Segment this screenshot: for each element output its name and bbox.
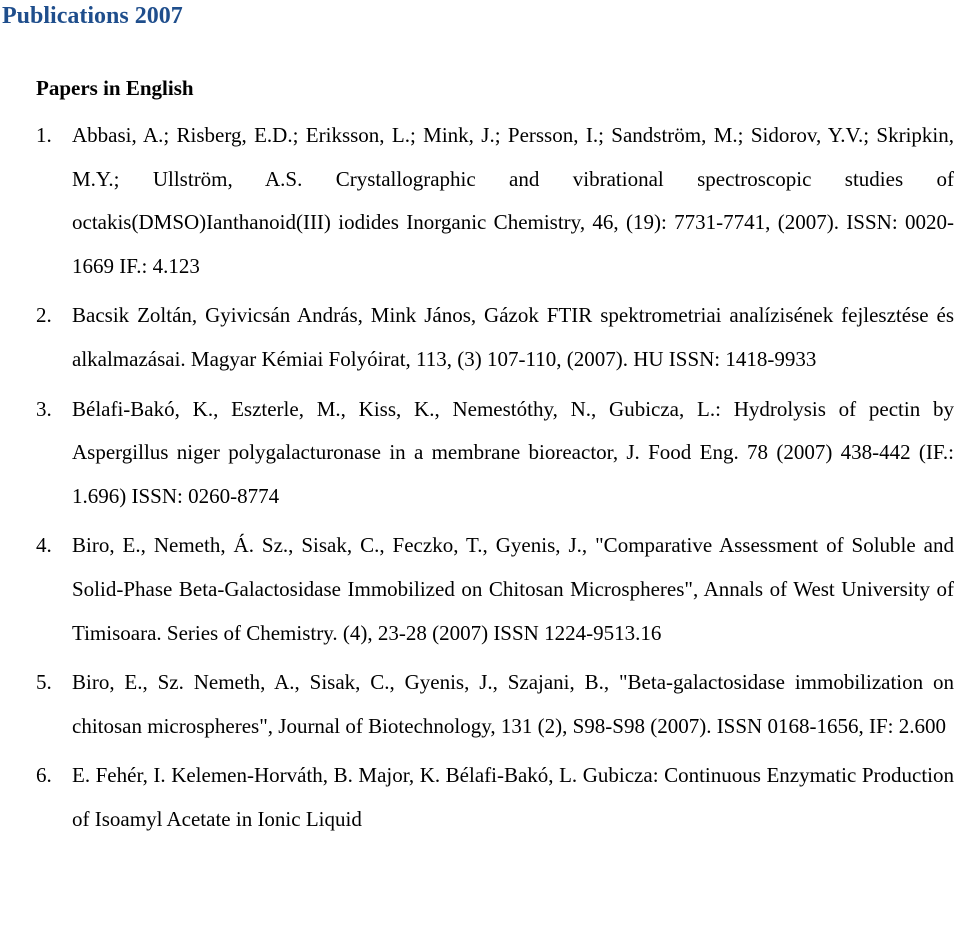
- publication-citation: Biro, E., Nemeth, Á. Sz., Sisak, C., Feczko, T., Gyenis, J., "Comparative Assessment of Soluble and Solid-Phase Beta-Galactosidase Immobilized on Chitosan Microspheres", Annals of West University of Timisoara. Series of Chemistry. (4), 23-28 (2007) ISSN 1224-9513.16: [72, 533, 954, 645]
- publication-number: 3.: [36, 396, 52, 421]
- publication-number: 1.: [36, 123, 52, 147]
- publication-citation: Bélafi-Bakó, K., Eszterle, M., Kiss, K., Nemestóthy, N., Gubicza, L.: Hydrolysis of pectin by Aspergillus niger polygalacturonase in a membrane bioreactor, J. Food Eng. 78 (2007) 438-442 (IF.: 1.696) ISSN: 0260-8774: [72, 396, 954, 508]
- publication-item: [36, 754, 954, 841]
- publication-list: [36, 114, 954, 848]
- publication-item: [36, 294, 954, 381]
- publication-citation: Bacsik Zoltán, Gyivicsán András, Mink János, Gázok FTIR spektrometriai analízisének fejlesztése és alkalmazásai. Magyar Kémiai Folyóirat, 113, (3) 107-110, (2007). HU ISSN: 1418-9933: [72, 303, 954, 371]
- publication-citation: Abbasi, A.; Risberg, E.D.; Eriksson, L.; Mink, J.; Persson, I.; Sandström, M.; Sidorov, Y.V.; Skripkin, M.Y.; Ullström, A.S. Crystallographic and vibrational spectroscopic studies of octakis(DMSO)Ianthanoid(III) iodides Inorganic Chemistry, 46, (19): 7731-7741, (2007). ISSN: 0020-1669 IF.: 4.123: [72, 123, 954, 278]
- publication-number: 6.: [36, 763, 52, 788]
- publication-citation: Biro, E., Sz. Nemeth, A., Sisak, C., Gyenis, J., Szajani, B., "Beta-galactosidase immobilization on chitosan microspheres", Journal of Biotechnology, 131 (2), S98-S98 (2007). ISSN 0168-1656, IF: 2.600: [72, 670, 954, 738]
- publication-item: [36, 524, 954, 655]
- publication-item: [36, 114, 954, 288]
- publication-item: [36, 661, 954, 748]
- publication-number: 5.: [36, 670, 52, 695]
- page-title: Publications 2007: [2, 3, 183, 29]
- publication-item: [36, 388, 954, 519]
- publication-citation: E. Fehér, I. Kelemen-Horváth, B. Major, K. Bélafi-Bakó, L. Gubicza: Continuous Enzymatic Production of Isoamyl Acetate in Ionic Liquid: [72, 763, 954, 831]
- section-heading-papers-in-english: Papers in English: [36, 76, 194, 100]
- publication-number: 4.: [36, 533, 52, 558]
- publication-number: 2.: [36, 303, 52, 328]
